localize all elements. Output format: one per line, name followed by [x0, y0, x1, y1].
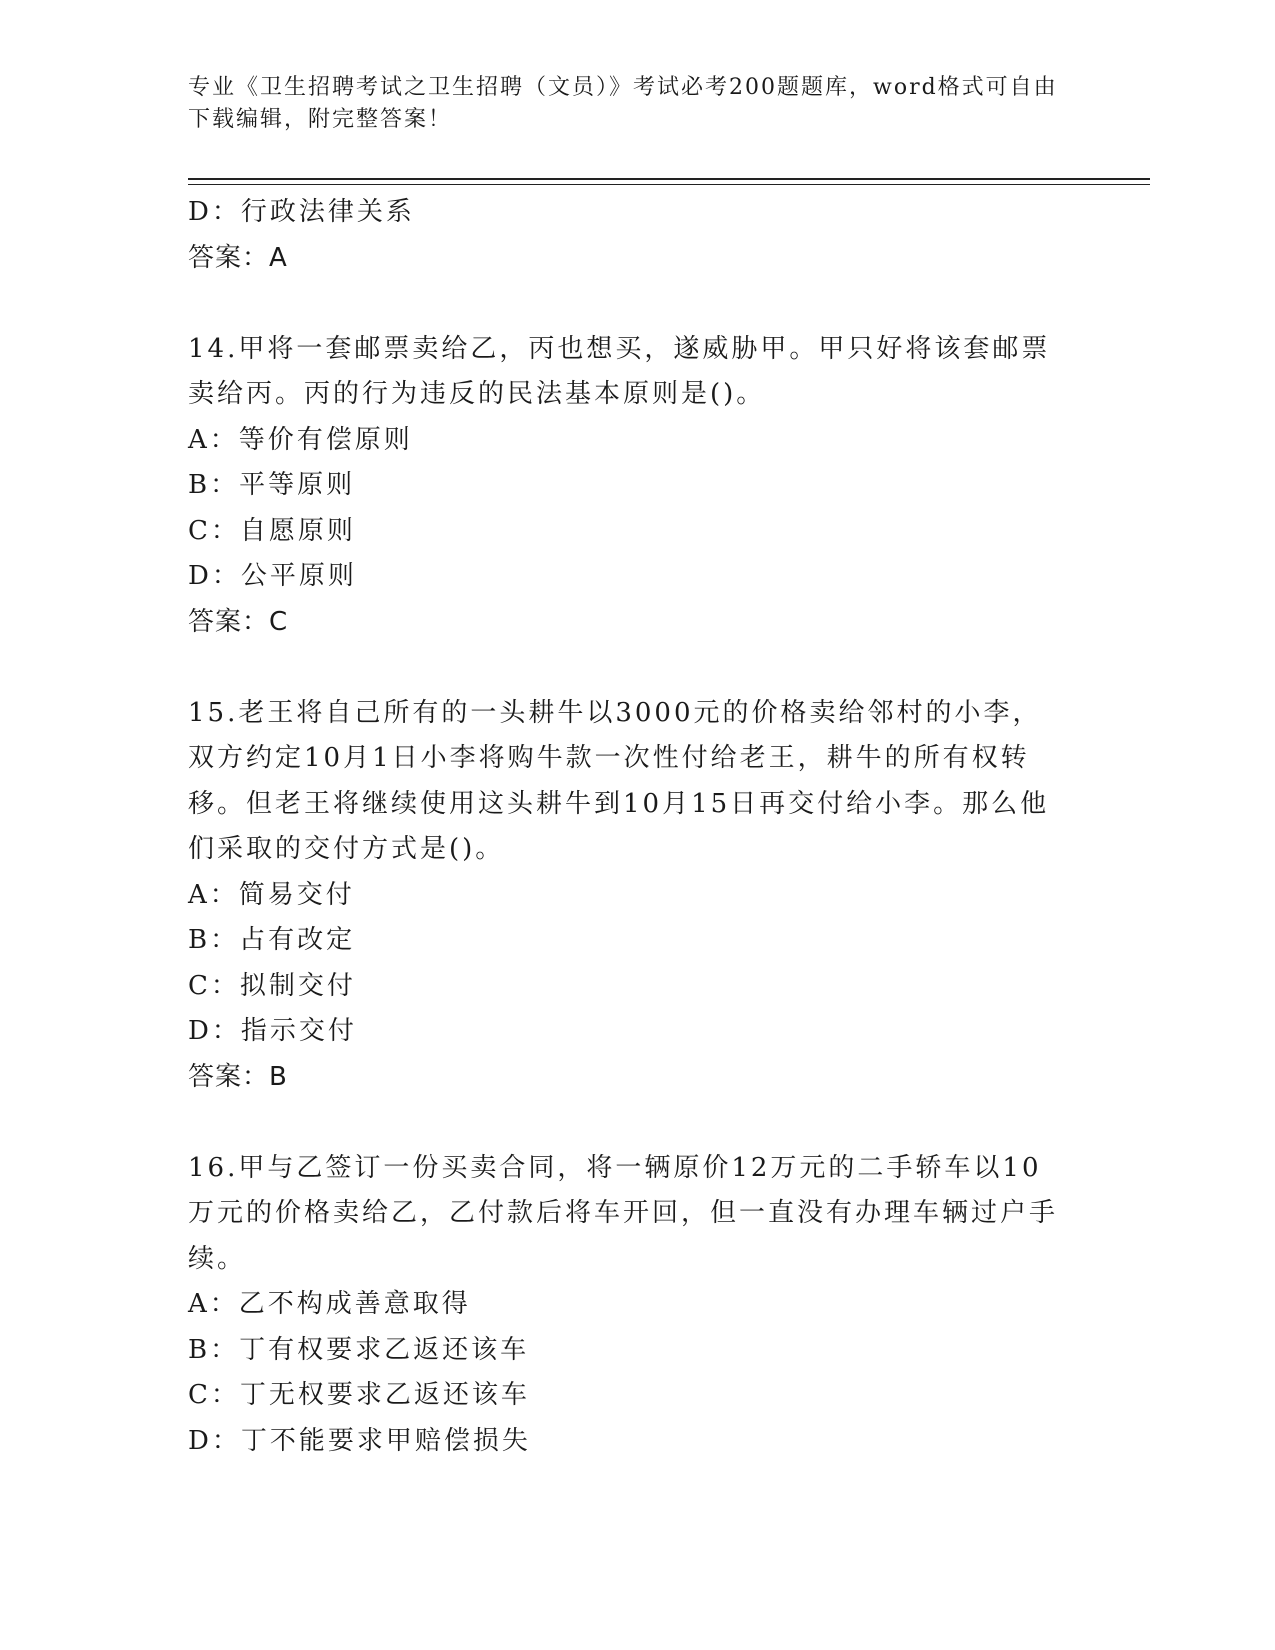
answer-line: 答案：C [188, 606, 289, 637]
answer-line: 答案：B [188, 1061, 288, 1092]
question-list [188, 190, 1068, 1464]
answer-line: 答案：A [188, 242, 288, 273]
previous-question-tail [188, 190, 1068, 281]
option-a: A：乙不构成善意取得 [188, 1289, 471, 1319]
option-c: C：自愿原则 [188, 515, 356, 546]
question-15 [188, 691, 1068, 1101]
question-16 [188, 1146, 1068, 1465]
option-b: B：占有改定 [188, 925, 356, 955]
question-stem: 16.甲与乙签订一份买卖合同，将一辆原价12万元的二手轿车以10万元的价格卖给乙，乙付款后将车开回，但一直没有办理车辆过户手续。 [188, 1152, 1059, 1274]
question-stem: 14.甲将一套邮票卖给乙，丙也想买，遂威胁甲。甲只好将该套邮票卖给丙。丙的行为违反的民法基本原则是()。 [188, 333, 1051, 409]
option-a: A：简易交付 [188, 879, 355, 910]
header-divider-thin [188, 184, 1150, 185]
option-d: D：公平原则 [188, 561, 357, 591]
question-stem: 15.老王将自己所有的一头耕牛以3000元的价格卖给邻村的小李，双方约定10月1日小李将购牛款一次性付给老王，耕牛的所有权转移。但老王将继续使用这头耕牛到10月15日再交付给小李。那么他们采取的交付方式是()。 [188, 697, 1050, 864]
option-b: B：丁有权要求乙返还该车 [188, 1334, 530, 1365]
document-header: 专业《卫生招聘考试之卫生招聘（文员）》考试必考200题题库，word格式可自由下载编辑，附完整答案！ [188, 75, 1058, 132]
header-divider-thick [188, 178, 1150, 180]
option-c: C：丁无权要求乙返还该车 [188, 1380, 530, 1410]
option-d: D：丁不能要求甲赔偿损失 [188, 1425, 531, 1456]
option-c: C：拟制交付 [188, 970, 356, 1001]
option-b: B：平等原则 [188, 470, 356, 500]
question-14 [188, 327, 1068, 646]
option-d: D：行政法律关系 [188, 197, 415, 227]
option-a: A：等价有偿原则 [188, 424, 413, 455]
option-d: D：指示交付 [188, 1016, 357, 1046]
